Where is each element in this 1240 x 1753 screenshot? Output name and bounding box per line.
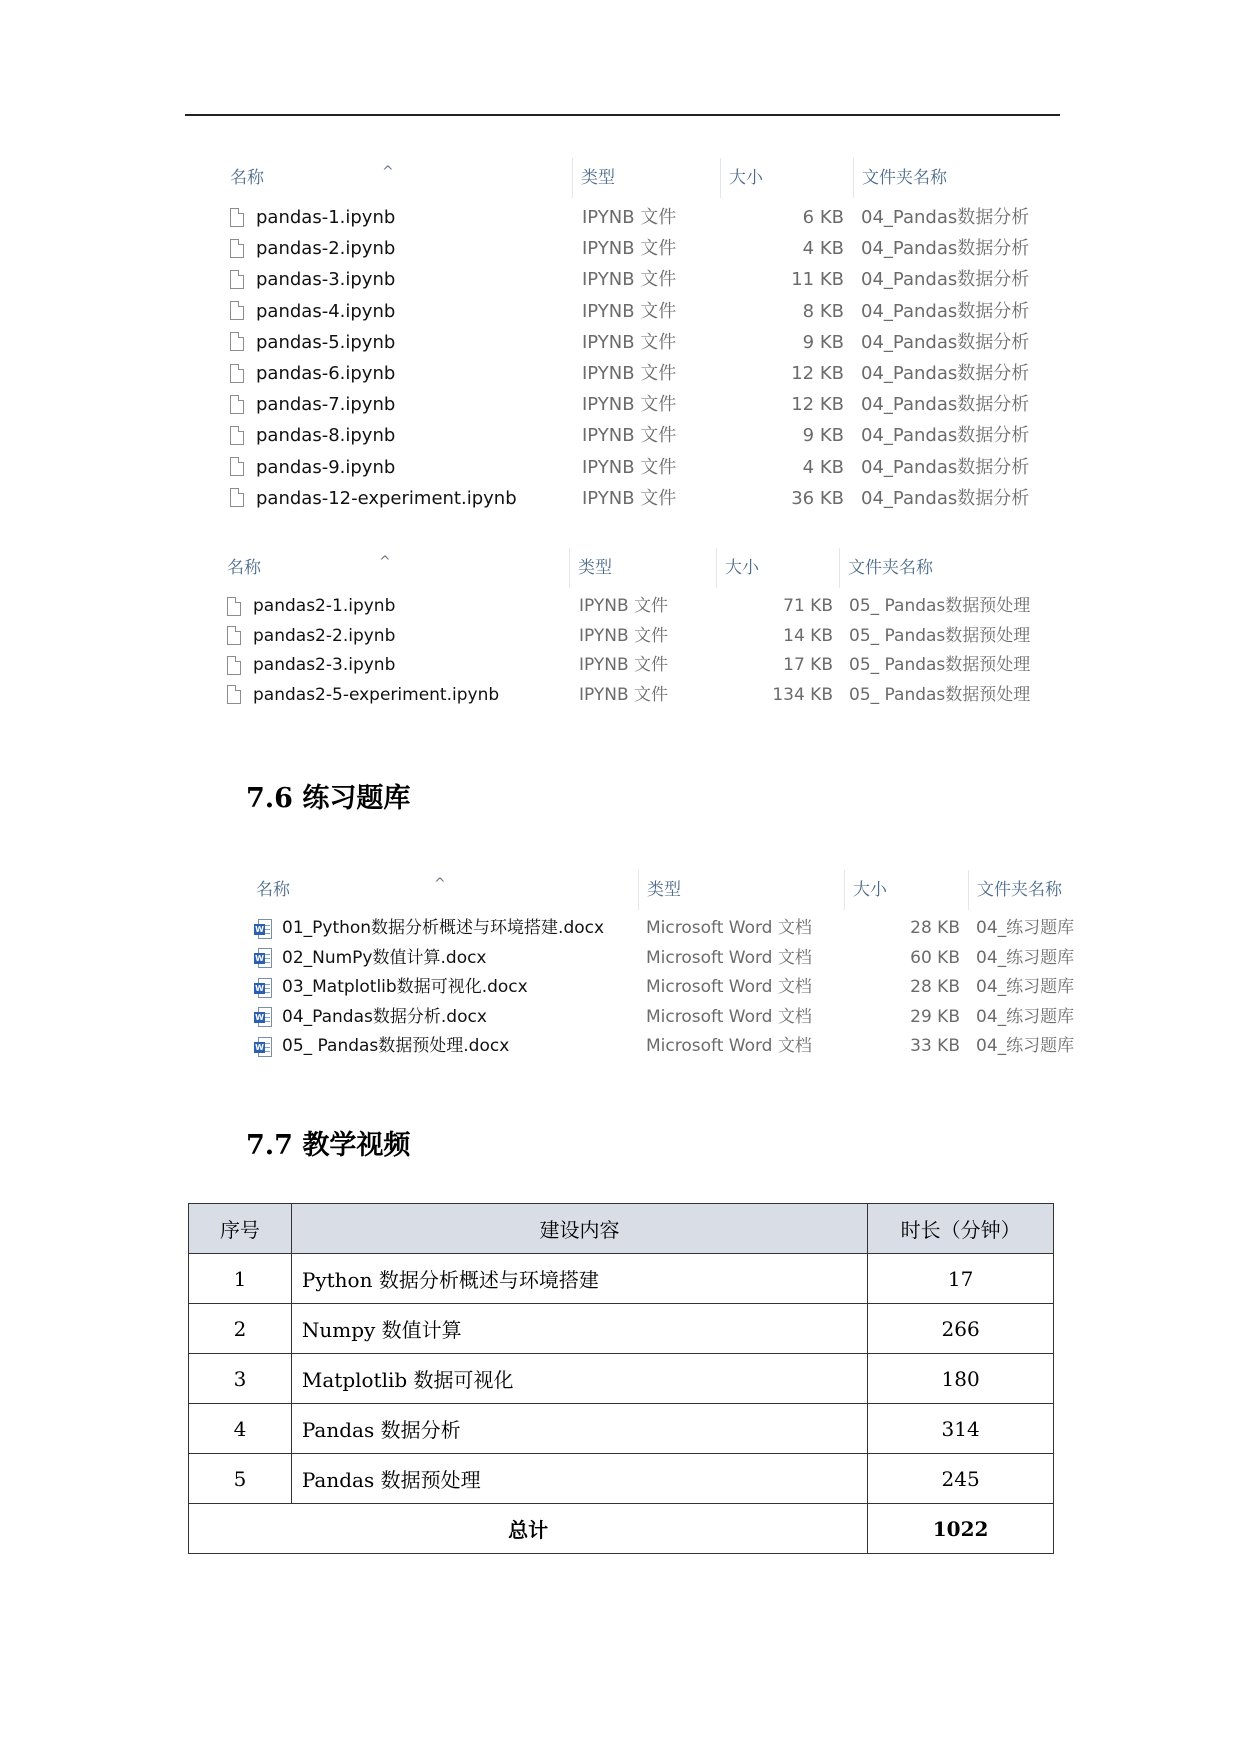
file-folder: 04_练习题库	[976, 947, 1075, 968]
file-name: pandas-8.ipynb	[256, 425, 396, 447]
column-header-folder[interactable]	[839, 548, 1039, 588]
file-icon	[230, 332, 244, 351]
column-header-folder-label: 文件夹名称	[848, 558, 933, 578]
list-item[interactable]	[222, 327, 1062, 358]
file-name: pandas2-3.ipynb	[253, 655, 396, 675]
table-row	[189, 1304, 1054, 1354]
file-icon	[230, 239, 244, 258]
file-folder: 04_Pandas数据分析	[861, 269, 1030, 291]
table-row	[189, 1254, 1054, 1304]
page-header-rule	[185, 114, 1060, 116]
column-header-name[interactable]	[219, 548, 569, 588]
file-folder: 04_练习题库	[976, 1036, 1075, 1056]
list-item[interactable]	[248, 914, 1088, 944]
file-size: 14 KB	[783, 625, 833, 646]
file-size: 12 KB	[791, 362, 844, 384]
file-type: IPYNB 文件	[579, 625, 669, 646]
column-header-size[interactable]	[844, 870, 968, 910]
file-name: pandas-2.ipynb	[256, 238, 396, 260]
cell-duration: 245	[868, 1454, 1054, 1504]
cell-content: Pandas 数据分析	[291, 1404, 867, 1454]
cell-no: 5	[189, 1454, 292, 1504]
total-duration: 1022	[868, 1504, 1054, 1554]
column-header-type[interactable]	[638, 870, 844, 910]
table-row	[189, 1454, 1054, 1504]
sort-ascending-icon: ^	[382, 164, 394, 180]
word-document-icon	[254, 978, 272, 998]
file-list-pandas-preprocessing	[219, 548, 1059, 710]
file-folder: 05_ Pandas数据预处理	[849, 596, 1031, 616]
list-item[interactable]	[248, 1003, 1088, 1033]
column-header-type[interactable]	[569, 548, 716, 588]
file-type: IPYNB 文件	[579, 596, 669, 616]
header-content: 建设内容	[291, 1204, 867, 1254]
file-size: 4 KB	[802, 238, 844, 260]
file-icon	[230, 208, 244, 227]
list-item[interactable]	[219, 651, 1059, 681]
file-folder: 04_Pandas数据分析	[861, 238, 1030, 260]
column-header-size[interactable]	[716, 548, 839, 588]
file-list-exercise-bank	[248, 870, 1088, 1062]
file-folder: 05_ Pandas数据预处理	[849, 684, 1031, 705]
file-folder: 04_Pandas数据分析	[861, 300, 1030, 322]
file-name: pandas2-5-experiment.ipynb	[253, 684, 500, 705]
file-icon	[230, 457, 244, 476]
cell-content: Matplotlib 数据可视化	[291, 1354, 867, 1404]
file-type: Microsoft Word 文档	[646, 1036, 812, 1056]
file-name: 05_ Pandas数据预处理.docx	[282, 1036, 510, 1056]
column-header-name-label: 名称	[227, 558, 261, 578]
column-header-name[interactable]	[248, 870, 638, 910]
list-item[interactable]	[222, 483, 1062, 514]
section-title-7-6: 7.6 练习题库	[246, 783, 411, 814]
cell-no: 3	[189, 1354, 292, 1404]
file-folder: 04_Pandas数据分析	[861, 331, 1030, 353]
cell-duration: 17	[868, 1254, 1054, 1304]
file-size: 9 KB	[802, 425, 844, 447]
file-icon	[227, 626, 241, 645]
cell-no: 2	[189, 1304, 292, 1354]
table-row	[189, 1354, 1054, 1404]
file-size: 71 KB	[783, 596, 833, 616]
header-duration: 时长（分钟）	[868, 1204, 1054, 1254]
column-header-type-label: 类型	[578, 558, 612, 578]
column-header-size[interactable]	[720, 158, 853, 198]
list-item[interactable]	[222, 358, 1062, 389]
list-item[interactable]	[248, 1032, 1088, 1062]
column-header-folder-label: 文件夹名称	[977, 880, 1062, 900]
file-folder: 04_Pandas数据分析	[861, 394, 1030, 416]
column-header-row	[248, 870, 1088, 914]
file-name: 02_NumPy数值计算.docx	[282, 947, 487, 968]
cell-content: Pandas 数据预处理	[291, 1454, 867, 1504]
cell-duration: 266	[868, 1304, 1054, 1354]
word-badge: W	[255, 924, 264, 934]
file-size: 8 KB	[802, 300, 844, 322]
column-header-folder-label: 文件夹名称	[862, 168, 947, 188]
file-list-pandas-analysis	[222, 158, 1062, 514]
sort-ascending-icon: ^	[434, 876, 446, 892]
file-type: IPYNB 文件	[579, 655, 669, 675]
total-label: 总计	[189, 1504, 868, 1554]
file-size: 12 KB	[791, 394, 844, 416]
file-type: IPYNB 文件	[582, 425, 677, 447]
file-name: pandas-9.ipynb	[256, 456, 396, 478]
file-size: 17 KB	[783, 655, 833, 675]
header-no: 序号	[189, 1204, 292, 1254]
file-icon	[230, 301, 244, 320]
file-icon	[230, 364, 244, 383]
file-type: Microsoft Word 文档	[646, 1006, 812, 1027]
file-name: pandas-4.ipynb	[256, 300, 396, 322]
file-folder: 05_ Pandas数据预处理	[849, 625, 1031, 646]
file-folder: 04_练习题库	[976, 918, 1075, 938]
file-size: 11 KB	[791, 269, 844, 291]
file-folder: 04_练习题库	[976, 977, 1075, 997]
word-badge: W	[255, 983, 264, 993]
file-rows	[248, 914, 1088, 1062]
file-folder: 04_Pandas数据分析	[861, 425, 1030, 447]
file-name: 03_Matplotlib数据可视化.docx	[282, 977, 528, 997]
table-total-row	[189, 1504, 1054, 1554]
cell-no: 4	[189, 1404, 292, 1454]
file-name: pandas-6.ipynb	[256, 362, 396, 384]
file-name: 04_Pandas数据分析.docx	[282, 1006, 487, 1027]
list-item[interactable]	[219, 681, 1059, 711]
file-icon	[230, 488, 244, 507]
file-size: 134 KB	[772, 684, 833, 705]
file-folder: 05_ Pandas数据预处理	[849, 655, 1031, 675]
file-type: Microsoft Word 文档	[646, 947, 812, 968]
file-folder: 04_Pandas数据分析	[861, 456, 1030, 478]
teaching-video-table	[188, 1203, 1054, 1554]
file-type: IPYNB 文件	[582, 207, 677, 228]
table-row	[189, 1404, 1054, 1454]
table-body	[189, 1254, 1054, 1504]
file-icon	[230, 270, 244, 289]
column-header-type-label: 类型	[581, 168, 615, 188]
file-name: pandas-5.ipynb	[256, 331, 396, 353]
cell-duration: 180	[868, 1354, 1054, 1404]
column-header-size-label: 大小	[725, 558, 759, 578]
file-type: Microsoft Word 文档	[646, 918, 812, 938]
file-icon	[230, 395, 244, 414]
list-item[interactable]	[248, 973, 1088, 1003]
column-header-name-label: 名称	[256, 880, 290, 900]
word-document-icon	[254, 1037, 272, 1057]
file-rows	[219, 592, 1059, 710]
list-item[interactable]	[219, 622, 1059, 652]
word-document-icon	[254, 919, 272, 939]
file-name: pandas-7.ipynb	[256, 394, 396, 416]
file-size: 6 KB	[802, 207, 844, 228]
section-title-7-7: 7.7 教学视频	[246, 1130, 411, 1161]
column-header-row	[222, 158, 1062, 202]
table-header-row	[189, 1204, 1054, 1254]
file-type: IPYNB 文件	[582, 238, 677, 260]
file-folder: 04_Pandas数据分析	[861, 362, 1030, 384]
file-size: 4 KB	[802, 456, 844, 478]
file-size: 28 KB	[910, 918, 960, 938]
word-badge: W	[255, 1013, 264, 1023]
file-type: IPYNB 文件	[582, 394, 677, 416]
file-size: 33 KB	[910, 1036, 960, 1056]
column-header-size-label: 大小	[729, 168, 763, 188]
file-size: 60 KB	[910, 947, 960, 968]
file-rows	[222, 202, 1062, 514]
file-folder: 04_Pandas数据分析	[861, 487, 1030, 509]
column-header-name-label: 名称	[230, 168, 264, 188]
list-item[interactable]	[222, 202, 1062, 233]
sort-ascending-icon: ^	[379, 554, 391, 570]
file-name: pandas-3.ipynb	[256, 269, 396, 291]
file-folder: 04_练习题库	[976, 1006, 1075, 1027]
list-item[interactable]	[222, 420, 1062, 451]
cell-no: 1	[189, 1254, 292, 1304]
list-item[interactable]	[222, 264, 1062, 295]
list-item[interactable]	[219, 592, 1059, 622]
file-folder: 04_Pandas数据分析	[861, 207, 1030, 228]
cell-content: Numpy 数值计算	[291, 1304, 867, 1354]
file-icon	[227, 656, 241, 675]
list-item[interactable]	[222, 233, 1062, 264]
file-type: IPYNB 文件	[579, 684, 669, 705]
file-type: IPYNB 文件	[582, 487, 677, 509]
file-name: pandas-12-experiment.ipynb	[256, 487, 517, 509]
file-icon	[227, 685, 241, 704]
list-item[interactable]	[222, 452, 1062, 483]
file-name: pandas2-2.ipynb	[253, 625, 396, 646]
file-name: pandas-1.ipynb	[256, 207, 396, 228]
word-badge: W	[255, 1042, 264, 1052]
column-header-row	[219, 548, 1059, 592]
file-type: IPYNB 文件	[582, 300, 677, 322]
word-document-icon	[254, 948, 272, 968]
file-name: 01_Python数据分析概述与环境搭建.docx	[282, 918, 605, 938]
list-item[interactable]	[222, 389, 1062, 420]
word-document-icon	[254, 1007, 272, 1027]
file-size: 36 KB	[791, 487, 844, 509]
file-size: 9 KB	[802, 331, 844, 353]
column-header-folder[interactable]	[968, 870, 1068, 910]
file-type: IPYNB 文件	[582, 362, 677, 384]
file-size: 28 KB	[910, 977, 960, 997]
column-header-name[interactable]	[222, 158, 572, 198]
file-icon	[230, 426, 244, 445]
file-type: Microsoft Word 文档	[646, 977, 812, 997]
cell-content: Python 数据分析概述与环境搭建	[291, 1254, 867, 1304]
word-badge: W	[255, 954, 264, 964]
column-header-folder[interactable]	[853, 158, 1053, 198]
column-header-type[interactable]	[572, 158, 720, 198]
file-type: IPYNB 文件	[582, 331, 677, 353]
column-header-size-label: 大小	[853, 880, 887, 900]
file-type: IPYNB 文件	[582, 456, 677, 478]
file-size: 29 KB	[910, 1006, 960, 1027]
cell-duration: 314	[868, 1404, 1054, 1454]
list-item[interactable]	[222, 296, 1062, 327]
file-name: pandas2-1.ipynb	[253, 596, 396, 616]
file-icon	[227, 597, 241, 616]
column-header-type-label: 类型	[647, 880, 681, 900]
file-type: IPYNB 文件	[582, 269, 677, 291]
list-item[interactable]	[248, 944, 1088, 974]
